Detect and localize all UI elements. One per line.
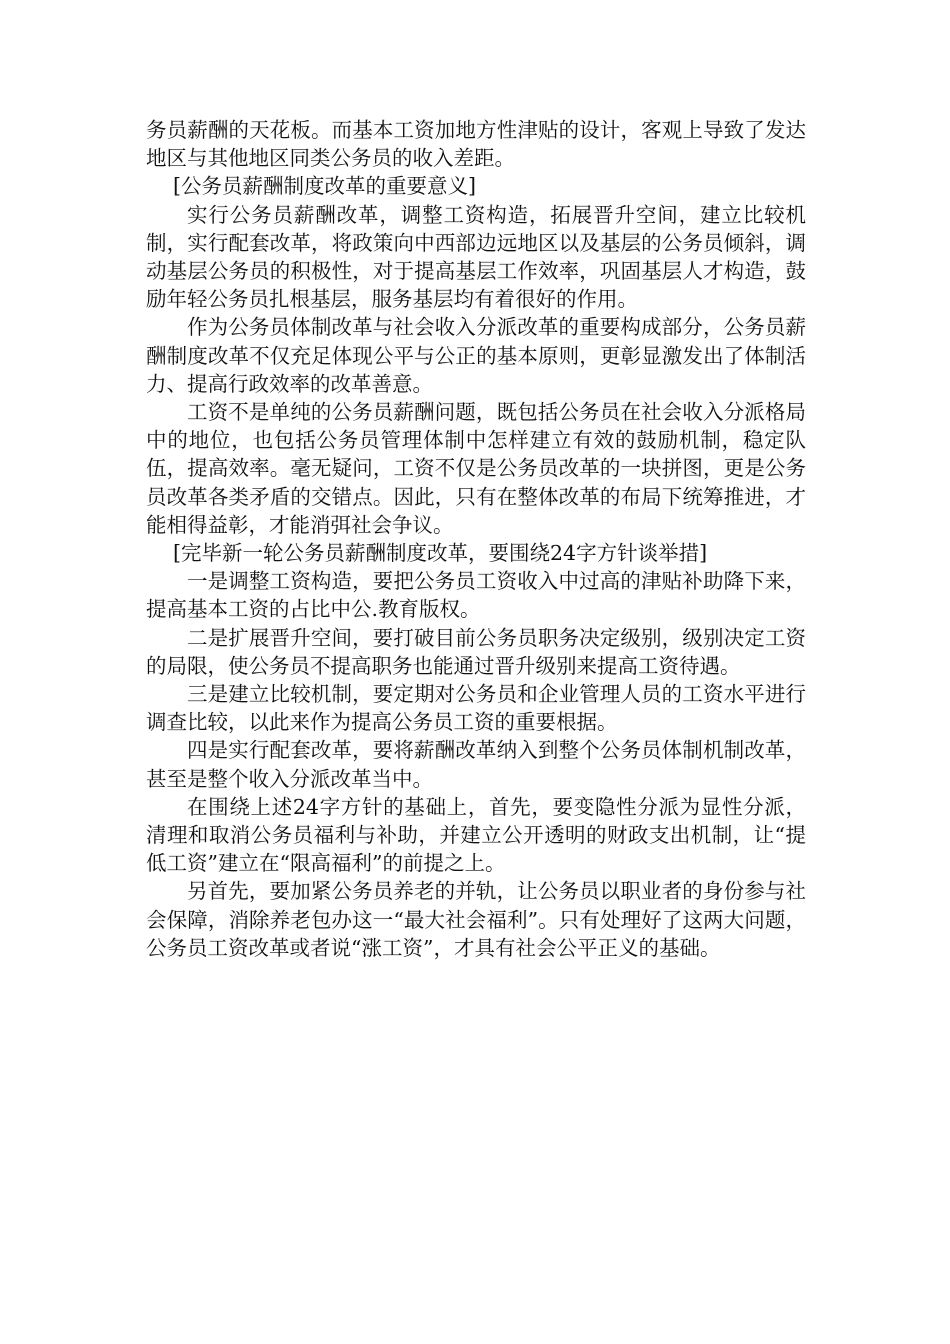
document-body [146, 116, 806, 962]
body-paragraph: 四是实行配套改革，要将薪酬改革纳入到整个公务员体制机制改革，甚至是整个收入分派改革当中。 [146, 738, 806, 791]
body-paragraph: 在围绕上述24字方针的基础上，首先，要变隐性分派为显性分派，清理和取消公务员福利与补助，并建立公开透明的财政支出机制，让“提低工资”建立在“限高福利”的前提之上。 [146, 794, 806, 876]
section-heading-measures: [完毕新一轮公务员薪酬制度改革，要围绕24字方针谈举措] [173, 541, 708, 566]
body-paragraph: 工资不是单纯的公务员薪酬问题，既包括公务员在社会收入分派格局中的地位，也包括公务员管理体制中怎样建立有效的鼓励机制，稳定队伍，提高效率。毫无疑问，工资不仅是公务员改革的一块拼图，更是公务员改革各类矛盾的交错点。因此，只有在整体改革的布局下统筹推进，才能相得益彰，才能消弭社会争议。 [146, 400, 806, 537]
body-paragraph: 三是建立比较机制，要定期对公务员和企业管理人员的工资水平进行调查比较，以此来作为提高公务员工资的重要根据。 [146, 682, 806, 735]
body-paragraph: 另首先，要加紧公务员养老的并轨，让公务员以职业者的身份参与社会保障，消除养老包办这一“最大社会福利”。只有处理好了这两大问题，公务员工资改革或者说“涨工资”，才具有社会公平正义的基础。 [146, 879, 806, 960]
body-paragraph: 实行公务员薪酬改革，调整工资构造，拓展晋升空间，建立比较机制，实行配套改革，将政策向中西部边远地区以及基层的公务员倾斜，调动基层公务员的积极性，对于提高基层工作效率，巩固基层人才构造，鼓励年轻公务员扎根基层，服务基层均有着很好的作用。 [146, 202, 806, 312]
body-paragraph: 作为公务员体制改革与社会收入分派改革的重要构成部分，公务员薪酬制度改革不仅充足体现公平与公正的基本原则，更彰显激发出了体制活力、提高行政效率的改革善意。 [146, 315, 806, 396]
body-paragraph: 一是调整工资构造，要把公务员工资收入中过高的津贴补助降下来，提高基本工资的占比中公.教育版权。 [146, 569, 806, 622]
continuation-paragraph: 务员薪酬的天花板。而基本工资加地方性津贴的设计，客观上导致了发达地区与其他地区同类公务员的收入差距。 [146, 118, 806, 171]
body-paragraph: 二是扩展晋升空间，要打破目前公务员职务决定级别，级别决定工资的局限，使公务员不提高职务也能通过晋升级别来提高工资待遇。 [146, 625, 806, 678]
section-heading-significance: [公务员薪酬制度改革的重要意义] [173, 174, 476, 199]
